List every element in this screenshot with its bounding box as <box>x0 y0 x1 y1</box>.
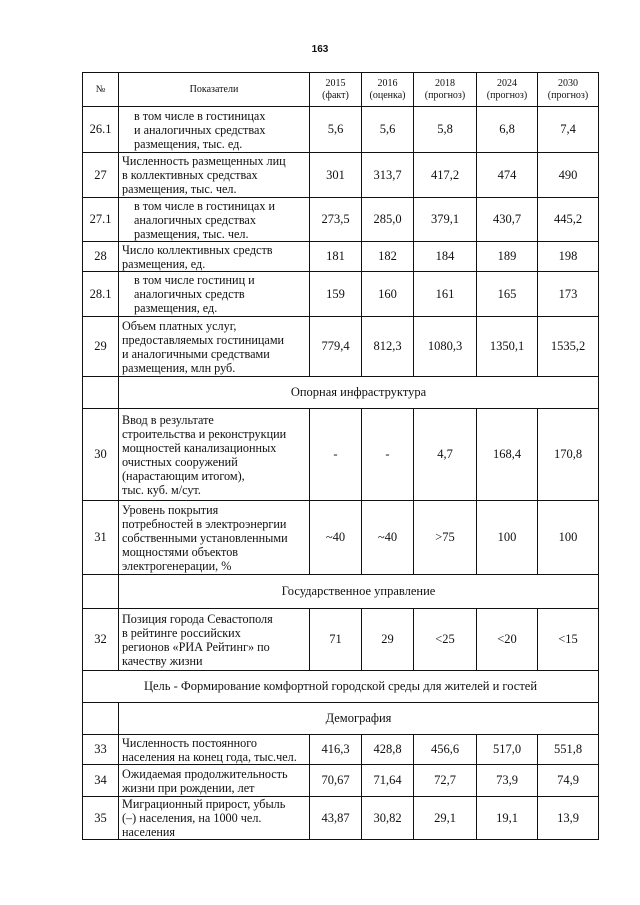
value-cell: 779,4 <box>310 317 362 377</box>
value-cell: 159 <box>310 272 362 317</box>
table-row <box>83 317 599 377</box>
value-cell: 73,9 <box>477 765 538 797</box>
value-cell: 71 <box>310 609 362 671</box>
row-number: 29 <box>83 317 119 377</box>
row-number: 27.1 <box>83 198 119 242</box>
indicator-name-line: размещения, тыс. чел. <box>122 182 237 196</box>
value-cell: 301 <box>310 153 362 198</box>
section-title: Демография <box>119 703 599 735</box>
row-number: 35 <box>83 797 119 840</box>
value-cell: 812,3 <box>362 317 414 377</box>
table-row <box>83 765 599 797</box>
indicator-name <box>119 609 310 671</box>
indicator-name-line: в коллективных средствах <box>122 168 258 182</box>
value-cell: ~40 <box>362 501 414 575</box>
indicator-name-line: предоставляемых гостиницами <box>122 332 285 347</box>
goal-row <box>83 671 599 703</box>
value-cell: 29 <box>362 609 414 671</box>
value-cell: 1535,2 <box>538 317 599 377</box>
value-cell: 30,82 <box>362 797 414 840</box>
table-header-row <box>83 73 599 107</box>
indicator-name-line: населения <box>122 825 176 839</box>
row-number: 33 <box>83 735 119 765</box>
value-cell: 168,4 <box>477 409 538 501</box>
row-number: 32 <box>83 609 119 671</box>
value-cell: 70,67 <box>310 765 362 797</box>
value-cell: 430,7 <box>477 198 538 242</box>
section-title: Государственное управление <box>119 575 599 609</box>
indicator-name-line: собственными установленными <box>122 530 288 545</box>
value-cell: 71,64 <box>362 765 414 797</box>
indicator-name-line: Ввод в результате <box>122 412 214 427</box>
value-cell: 173 <box>538 272 599 317</box>
indicator-name <box>119 765 310 797</box>
value-cell: 1350,1 <box>477 317 538 377</box>
header-num: № <box>83 73 119 107</box>
indicator-name-line: (–) населения, на 1000 чел. <box>122 811 262 825</box>
value-cell: 198 <box>538 242 599 272</box>
value-cell: 43,87 <box>310 797 362 840</box>
value-cell: 428,8 <box>362 735 414 765</box>
indicator-name-line: мощностей канализационных <box>122 440 277 455</box>
goal-title: Цель - Формирование комфортной городской среды для жителей и гостей <box>83 671 599 703</box>
value-cell: ~40 <box>310 501 362 575</box>
indicator-name-line: и аналогичными средствами <box>122 346 270 361</box>
indicator-name-line: тыс. куб. м/сут. <box>122 482 201 497</box>
indicator-name-line: Объем платных услуг, <box>122 318 237 333</box>
indicator-name <box>119 107 310 153</box>
value-cell: 182 <box>362 242 414 272</box>
indicator-name-line: Позиция города Севастополя <box>122 611 273 626</box>
indicator-name <box>119 272 310 317</box>
header-year-2018: 2018 (прогноз) <box>414 73 477 107</box>
table-row <box>83 198 599 242</box>
indicator-name-line: размещения, ед. <box>122 256 206 271</box>
indicator-name-line: размещения, тыс. чел. <box>134 226 249 241</box>
value-cell: 165 <box>477 272 538 317</box>
indicator-name-line: регионов «РИА Рейтинг» по <box>122 639 270 654</box>
indicator-name-line: потребностей в электроэнергии <box>122 516 287 531</box>
value-cell: 517,0 <box>477 735 538 765</box>
section-empty-cell <box>83 703 119 735</box>
value-cell: 5,6 <box>362 107 414 153</box>
section-empty-cell <box>83 377 119 409</box>
row-number: 34 <box>83 765 119 797</box>
value-cell: 189 <box>477 242 538 272</box>
value-cell: 184 <box>414 242 477 272</box>
table-row <box>83 735 599 765</box>
indicator-name-line: и аналогичных средствах <box>134 122 266 137</box>
value-cell: 161 <box>414 272 477 317</box>
value-cell: 416,3 <box>310 735 362 765</box>
indicator-name-line: Численность размещенных лиц <box>122 154 286 168</box>
value-cell: 474 <box>477 153 538 198</box>
table-row <box>83 501 599 575</box>
indicator-name <box>119 797 310 840</box>
indicator-name-line: жизни при рождении, лет <box>122 780 255 795</box>
value-cell: - <box>310 409 362 501</box>
indicator-name-line: в том числе в гостиницах <box>134 108 266 123</box>
value-cell: 417,2 <box>414 153 477 198</box>
table-row <box>83 409 599 501</box>
value-cell: 285,0 <box>362 198 414 242</box>
value-cell: <20 <box>477 609 538 671</box>
value-cell: 13,9 <box>538 797 599 840</box>
value-cell: 72,7 <box>414 765 477 797</box>
header-year-2016: 2016 (оценка) <box>362 73 414 107</box>
indicator-name-line: в том числе в гостиницах и <box>134 198 275 213</box>
indicator-name <box>119 153 310 198</box>
value-cell: 29,1 <box>414 797 477 840</box>
indicator-name-line: электрогенерации, % <box>122 558 232 573</box>
indicator-name <box>119 198 310 242</box>
value-cell: 160 <box>362 272 414 317</box>
indicator-name-line: населения на конец года, тыс.чел. <box>122 749 297 764</box>
value-cell: 4,7 <box>414 409 477 501</box>
value-cell: 100 <box>538 501 599 575</box>
indicator-name-line: в том числе гостиниц и <box>134 273 255 287</box>
table-row <box>83 272 599 317</box>
section-row <box>83 377 599 409</box>
value-cell: 313,7 <box>362 153 414 198</box>
table-row <box>83 153 599 198</box>
table-row <box>83 107 599 153</box>
value-cell: >75 <box>414 501 477 575</box>
indicator-name <box>119 735 310 765</box>
value-cell: 181 <box>310 242 362 272</box>
value-cell: 6,8 <box>477 107 538 153</box>
indicator-name-line: в рейтинге российских <box>122 625 241 640</box>
indicator-name-line: Ожидаемая продолжительность <box>122 766 288 781</box>
indicator-name-line: размещения, тыс. ед. <box>134 136 243 151</box>
section-empty-cell <box>83 575 119 609</box>
indicator-name-line: Число коллективных средств <box>122 242 273 257</box>
indicators-table <box>82 72 599 840</box>
value-cell: <25 <box>414 609 477 671</box>
indicator-name-line: качеству жизни <box>122 653 203 668</box>
indicator-name-line: (нарастающим итогом), <box>122 468 245 483</box>
row-number: 28.1 <box>83 272 119 317</box>
value-cell: 5,8 <box>414 107 477 153</box>
value-cell: 273,5 <box>310 198 362 242</box>
value-cell: 19,1 <box>477 797 538 840</box>
value-cell: <15 <box>538 609 599 671</box>
indicator-name-line: очистных сооружений <box>122 454 238 469</box>
value-cell: - <box>362 409 414 501</box>
row-number: 27 <box>83 153 119 198</box>
indicator-name-line: строительства и реконструкции <box>122 426 287 441</box>
page-number: 163 <box>311 44 329 55</box>
table-row <box>83 609 599 671</box>
value-cell: 1080,3 <box>414 317 477 377</box>
indicator-name-line: Уровень покрытия <box>122 502 219 517</box>
value-cell: 456,6 <box>414 735 477 765</box>
indicator-name-line: мощностями объектов <box>122 544 239 559</box>
value-cell: 490 <box>538 153 599 198</box>
header-year-2015: 2015 (факт) <box>310 73 362 107</box>
value-cell: 7,4 <box>538 107 599 153</box>
header-year-2030: 2030 (прогноз) <box>538 73 599 107</box>
row-number: 28 <box>83 242 119 272</box>
table-row <box>83 797 599 840</box>
indicator-name <box>119 501 310 575</box>
indicator-name <box>119 317 310 377</box>
indicator-name <box>119 409 310 501</box>
indicator-name-line: Миграционный прирост, убыль <box>122 797 286 811</box>
indicator-name-line: размещения, млн руб. <box>122 360 236 375</box>
section-row <box>83 575 599 609</box>
indicator-name-line: аналогичных средств <box>134 287 245 301</box>
value-cell: 5,6 <box>310 107 362 153</box>
value-cell: 170,8 <box>538 409 599 501</box>
value-cell: 445,2 <box>538 198 599 242</box>
header-indicator: Показатели <box>119 73 310 107</box>
header-year-2024: 2024 (прогноз) <box>477 73 538 107</box>
indicator-name-line: аналогичных средствах <box>134 212 256 227</box>
section-row <box>83 703 599 735</box>
row-number: 30 <box>83 409 119 501</box>
section-title: Опорная инфраструктура <box>119 377 599 409</box>
row-number: 26.1 <box>83 107 119 153</box>
value-cell: 551,8 <box>538 735 599 765</box>
table-row <box>83 242 599 272</box>
value-cell: 379,1 <box>414 198 477 242</box>
indicator-name <box>119 242 310 272</box>
row-number: 31 <box>83 501 119 575</box>
indicator-name-line: Численность постоянного <box>122 735 258 750</box>
value-cell: 100 <box>477 501 538 575</box>
indicator-name-line: размещения, ед. <box>134 301 218 315</box>
value-cell: 74,9 <box>538 765 599 797</box>
